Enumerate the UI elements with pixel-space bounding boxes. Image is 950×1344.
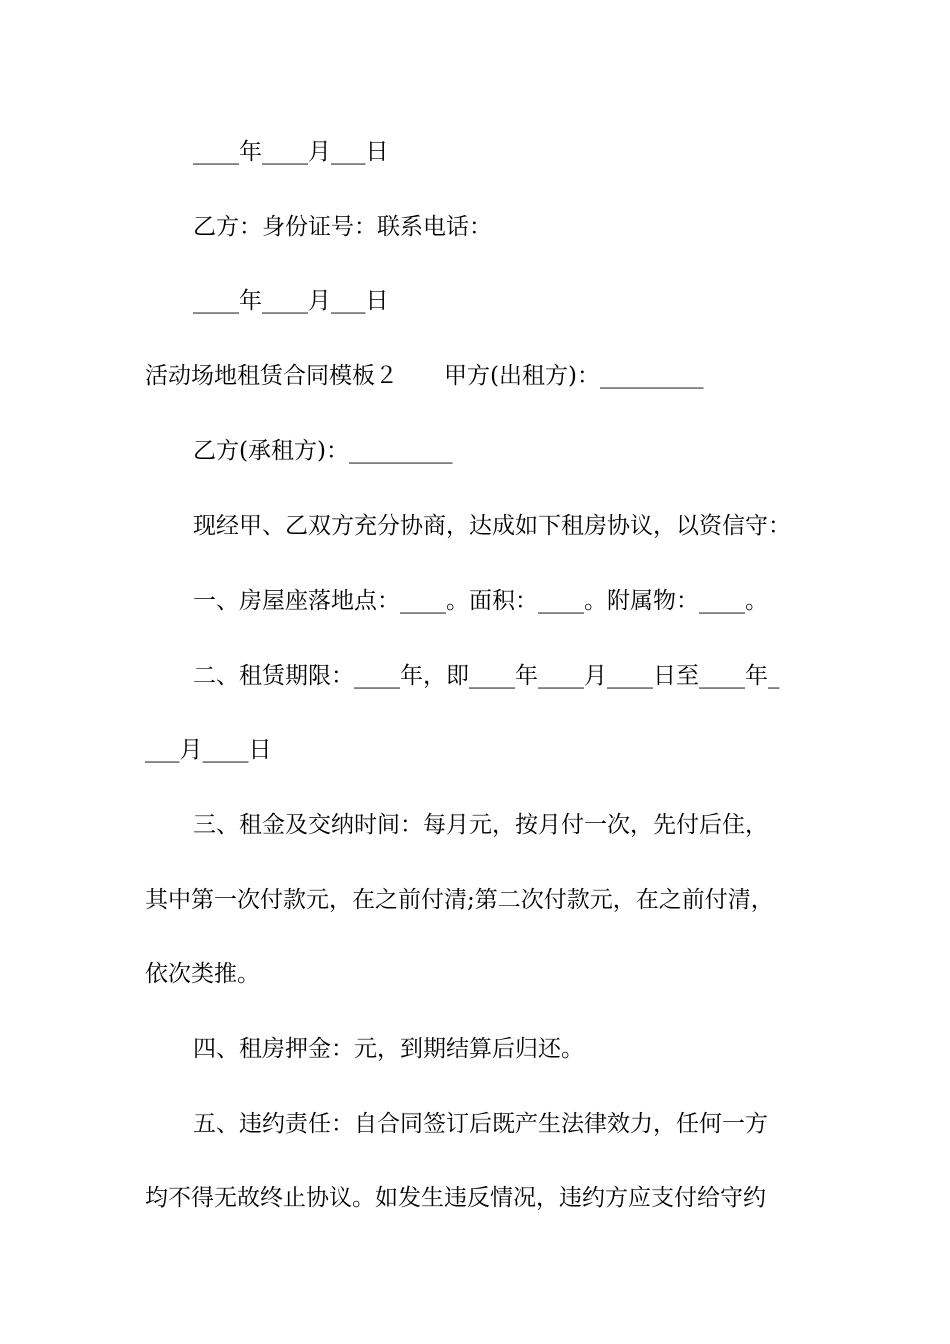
- contract-title-line: 活动场地租赁合同模板２ 甲方(出租方)：_________: [145, 363, 704, 389]
- clause-3-continuation-1: 其中第一次付款元，在之前付清;第二次付款元，在之前付清，: [145, 887, 774, 913]
- clause-5-line: 五、违约责任：自合同签订后既产生法律效力，任何一方: [193, 1111, 768, 1137]
- agreement-intro-line: 现经甲、乙双方充分协商，达成如下租房协议，以资信守：: [193, 513, 791, 539]
- clause-5-continuation: 均不得无故终止协议。如发生违反情况，违约方应支付给守约: [145, 1185, 766, 1211]
- clause-1-line: 一、房屋座落地点：____。面积：____。附属物：____。: [193, 588, 768, 614]
- date-line-2: ____年____月___日: [193, 288, 389, 314]
- clause-3-line: 三、租金及交纳时间：每月元，按月付一次，先付后住，: [193, 812, 768, 838]
- clause-3-continuation-2: 依次类推。: [145, 961, 260, 987]
- party-b-info-line: 乙方：身份证号：联系电话：: [193, 214, 492, 240]
- party-b-tenant-line: 乙方(承租方)：_________: [193, 438, 453, 464]
- clause-4-line: 四、租房押金：元，到期结算后归还。: [193, 1036, 584, 1062]
- date-line-1: ____年____月___日: [193, 139, 389, 165]
- clause-2-line: 二、租赁期限：____年，即____年____月____日至____年_: [193, 663, 780, 689]
- clause-2-continuation: ___月____日: [145, 737, 272, 763]
